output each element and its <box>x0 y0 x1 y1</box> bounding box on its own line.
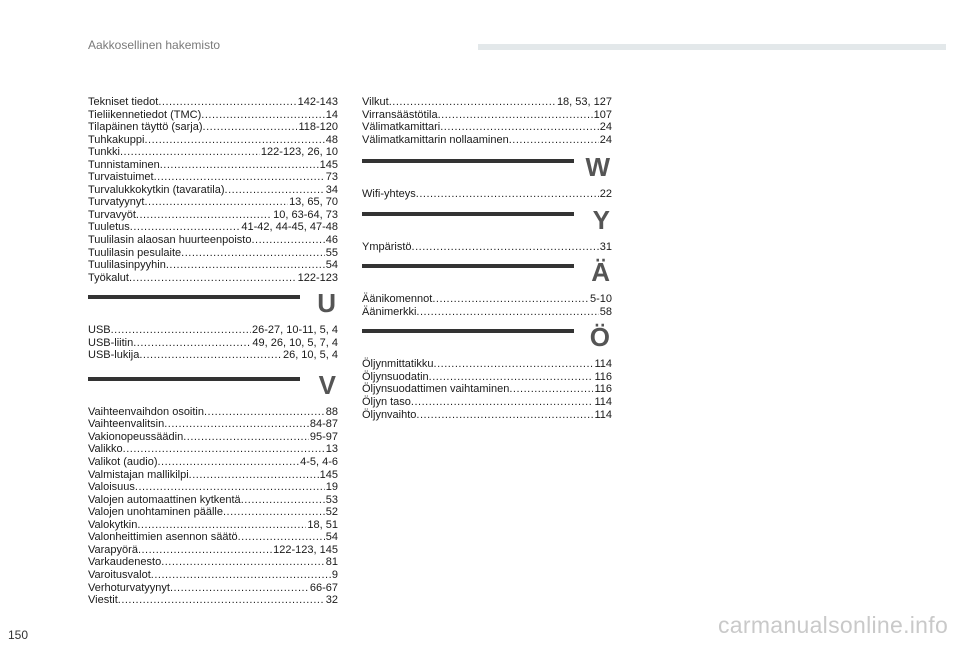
index-entry <box>88 594 338 607</box>
index-term: USB-lukija <box>88 349 140 362</box>
index-entry <box>362 134 612 147</box>
dot-leader <box>135 481 325 494</box>
index-entry <box>88 96 338 109</box>
index-entry <box>88 109 338 122</box>
dot-leader <box>118 594 325 607</box>
index-pages: 73 <box>325 171 338 184</box>
index-entry <box>88 247 338 260</box>
index-entry <box>88 121 338 134</box>
dot-leader <box>411 396 594 409</box>
index-term: Työkalut <box>88 271 129 284</box>
dot-leader <box>223 506 325 519</box>
dot-leader <box>166 259 325 272</box>
index-entry <box>88 431 338 444</box>
index-pages: 116 <box>594 370 612 383</box>
index-term: Tuulilasin pesulaite <box>88 246 182 259</box>
index-term: Vaihteenvaihdon osoitin <box>88 405 204 418</box>
letter-rule <box>362 329 574 333</box>
index-entry <box>88 582 338 595</box>
letter-w: W <box>585 152 610 183</box>
letter-rule <box>362 159 574 163</box>
dot-leader <box>129 272 297 285</box>
index-entry <box>88 494 338 507</box>
index-pages: 66-67 <box>309 581 338 594</box>
dot-leader <box>203 121 298 134</box>
index-pages: 24 <box>599 121 612 134</box>
index-pages: 95-97 <box>309 430 338 443</box>
dot-leader <box>120 146 260 159</box>
dot-leader <box>432 293 589 306</box>
dot-leader <box>138 544 272 557</box>
index-term: USB <box>88 324 111 337</box>
letter-heading-ae <box>362 257 612 287</box>
dot-leader <box>416 306 598 319</box>
dot-leader <box>434 358 594 371</box>
dot-leader <box>389 96 556 109</box>
index-group-y <box>362 241 612 254</box>
index-term: Öljyn taso <box>362 396 411 409</box>
index-pages: 48 <box>325 133 338 146</box>
letter-heading-oe <box>362 322 612 352</box>
index-term: Virransäästötila <box>362 108 438 121</box>
index-pages: 88 <box>325 405 338 418</box>
index-entry <box>88 531 338 544</box>
index-pages: 34 <box>325 183 338 196</box>
index-entry <box>88 469 338 482</box>
dot-leader <box>133 337 251 350</box>
dot-leader <box>154 171 325 184</box>
index-pages: 54 <box>325 531 338 544</box>
letter-heading-w <box>362 152 612 182</box>
index-pages: 114 <box>594 408 612 421</box>
index-term: Tuhkakuppi <box>88 133 145 146</box>
index-term: Verhoturvatyynyt <box>88 581 170 594</box>
index-column-left <box>88 96 338 607</box>
index-entry <box>362 188 612 201</box>
index-entry <box>88 519 338 532</box>
index-term: Varoitusvalot <box>88 568 151 581</box>
letter-rule <box>88 377 300 381</box>
index-term: Vilkut <box>362 96 389 108</box>
dot-leader <box>161 556 325 569</box>
index-term: Valmistajan mallikilpi <box>88 468 189 481</box>
index-term: Tieliikennetiedot (TMC) <box>88 108 202 121</box>
index-term: USB-liitin <box>88 336 134 349</box>
index-entry <box>88 481 338 494</box>
index-entry <box>88 209 338 222</box>
index-entry <box>88 443 338 456</box>
index-pages: 53 <box>325 493 338 506</box>
index-entry <box>88 259 338 272</box>
index-pages: 22 <box>599 188 612 201</box>
index-pages: 10, 63-64, 73 <box>273 208 338 221</box>
index-entry <box>362 358 612 371</box>
index-pages: 9 <box>331 568 338 581</box>
index-term: Valokytkin <box>88 518 138 531</box>
index-pages: 122-123, 145 <box>273 543 338 556</box>
dot-leader <box>123 443 325 456</box>
index-entry <box>362 396 612 409</box>
index-entry <box>88 506 338 519</box>
index-term: Vakionopeussäädin <box>88 430 184 443</box>
index-entry <box>362 109 612 122</box>
index-term: Tuulilasin alaosan huurteenpoisto <box>88 234 252 247</box>
index-pages: 142-143 <box>297 96 338 108</box>
index-pages: 116 <box>594 383 612 396</box>
dot-leader <box>225 184 325 197</box>
index-pages: 26-27, 10-11, 5, 4 <box>251 324 338 337</box>
dot-leader <box>151 569 331 582</box>
index-pages: 52 <box>325 506 338 519</box>
dot-leader <box>416 409 593 422</box>
index-pages: 122-123, 26, 10 <box>260 146 338 159</box>
dot-leader <box>509 134 599 147</box>
index-entry <box>88 221 338 234</box>
index-term: Valonheittimien asennon säätö <box>88 531 238 544</box>
dot-leader <box>144 134 324 147</box>
index-term: Turvaistuimet <box>88 171 154 184</box>
index-column-right <box>362 96 612 421</box>
letter-oe: Ö <box>589 322 610 353</box>
index-pages: 13 <box>325 443 338 456</box>
dot-leader <box>170 582 309 595</box>
letter-heading-u <box>88 288 338 318</box>
index-pages: 145 <box>319 158 338 171</box>
index-pages: 46 <box>325 234 338 247</box>
letter-ae: Ä <box>591 257 610 288</box>
index-group-v <box>88 406 338 607</box>
index-pages: 145 <box>319 468 338 481</box>
index-term: Tuulilasinpyyhin <box>88 259 166 272</box>
dot-leader <box>136 209 272 222</box>
index-pages: 26, 10, 5, 4 <box>282 349 338 362</box>
dot-leader <box>160 159 319 172</box>
index-term: Turvavyöt <box>88 208 136 221</box>
index-pages: 14 <box>325 108 338 121</box>
page-number: 150 <box>8 628 29 642</box>
index-term: Turvatyynyt <box>88 196 145 209</box>
dot-leader <box>251 234 324 247</box>
dot-leader <box>183 431 309 444</box>
index-entry <box>362 121 612 134</box>
index-pages: 81 <box>325 556 338 569</box>
index-group-ae <box>362 293 612 318</box>
index-term: Valoisuus <box>88 481 135 494</box>
index-term: Valojen unohtaminen päälle <box>88 506 223 519</box>
index-pages: 31 <box>599 240 612 253</box>
dot-leader <box>111 324 251 337</box>
letter-rule <box>362 212 574 216</box>
index-pages: 4-5, 4-6 <box>300 456 338 469</box>
index-entry <box>362 371 612 384</box>
index-term: Tunkki <box>88 146 120 159</box>
index-term: Valikot (audio) <box>88 456 158 469</box>
index-entry <box>362 383 612 396</box>
index-group-oe <box>362 358 612 421</box>
index-term: Varkaudenesto <box>88 556 162 569</box>
index-term: Välimatkamittarin nollaaminen <box>362 133 509 146</box>
index-term: Öljynsuodattimen vaihtaminen <box>362 383 510 396</box>
dot-leader <box>440 121 599 134</box>
index-pages: 122-123 <box>297 271 338 284</box>
index-group-u <box>88 324 338 362</box>
dot-leader <box>412 241 599 254</box>
index-term: Varapyörä <box>88 543 138 556</box>
index-pages: 41-42, 44-45, 47-48 <box>241 221 338 234</box>
dot-leader <box>241 494 325 507</box>
index-term: Tekniset tiedot <box>88 96 159 108</box>
index-entry <box>362 96 612 109</box>
dot-leader <box>130 221 241 234</box>
index-pages: 24 <box>599 133 612 146</box>
index-pages: 32 <box>325 594 338 607</box>
index-term: Öljynvaihto <box>362 408 417 421</box>
index-entry <box>362 306 612 319</box>
index-entry <box>362 293 612 306</box>
index-pages: 19 <box>325 481 338 494</box>
index-entry <box>88 337 338 350</box>
watermark: carmanualsonline.info <box>718 612 949 638</box>
dot-leader <box>238 531 325 544</box>
dot-leader <box>144 196 288 209</box>
dot-leader <box>509 383 593 396</box>
index-entry <box>88 456 338 469</box>
index-term: Viestit <box>88 594 118 607</box>
index-pages: 5-10 <box>589 293 612 306</box>
header-bar <box>478 44 946 50</box>
index-entry <box>88 556 338 569</box>
letter-v: V <box>318 369 336 400</box>
dot-leader <box>438 109 593 122</box>
index-term: Välimatkamittari <box>362 121 441 134</box>
index-pages: 114 <box>594 358 612 371</box>
index-entry <box>88 406 338 419</box>
index-group-t <box>88 96 338 284</box>
dot-leader <box>139 349 282 362</box>
letter-heading-v <box>88 370 338 400</box>
index-pages: 18, 53, 127 <box>556 96 612 108</box>
section-title: Aakkosellinen hakemisto <box>88 38 221 52</box>
index-entry <box>362 409 612 422</box>
index-term: Tilapäinen täyttö (sarja) <box>88 121 203 134</box>
index-entry <box>88 234 338 247</box>
dot-leader <box>201 109 324 122</box>
index-entry <box>88 272 338 285</box>
index-pages: 114 <box>594 396 612 409</box>
index-term: Wifi-yhteys <box>362 188 416 201</box>
index-term: Öljynmittatikku <box>362 358 434 371</box>
dot-leader <box>204 406 325 419</box>
index-entry <box>88 349 338 362</box>
index-pages: 107 <box>593 108 612 121</box>
letter-heading-y <box>362 205 612 235</box>
index-term: Valojen automaattinen kytkentä <box>88 493 241 506</box>
index-entry <box>88 324 338 337</box>
index-term: Turvalukkokytkin (tavaratila) <box>88 183 225 196</box>
index-entry <box>88 569 338 582</box>
letter-rule <box>88 295 300 299</box>
index-pages: 18, 51 <box>307 518 338 531</box>
index-term: Tuuletus <box>88 221 130 234</box>
index-entry <box>362 241 612 254</box>
index-term: Valikko <box>88 443 123 456</box>
dot-leader <box>429 371 594 384</box>
index-entry <box>88 544 338 557</box>
index-entry <box>88 171 338 184</box>
index-pages: 58 <box>599 305 612 318</box>
index-term: Äänimerkki <box>362 305 417 318</box>
index-term: Ympäristö <box>362 240 412 253</box>
letter-y: Y <box>592 204 610 235</box>
index-term: Öljynsuodatin <box>362 370 429 383</box>
index-term: Tunnistaminen <box>88 158 160 171</box>
index-pages: 55 <box>325 246 338 259</box>
index-pages: 84-87 <box>309 418 338 431</box>
index-entry <box>88 196 338 209</box>
dot-leader <box>189 469 319 482</box>
dot-leader <box>137 519 306 532</box>
index-entry <box>88 184 338 197</box>
dot-leader <box>164 418 309 431</box>
index-entry <box>88 159 338 172</box>
index-pages: 54 <box>325 259 338 272</box>
index-term: Äänikomennot <box>362 293 433 306</box>
dot-leader <box>158 456 300 469</box>
index-group-w <box>362 188 612 201</box>
index-entry <box>88 134 338 147</box>
dot-leader <box>416 188 599 201</box>
index-group-v-cont <box>362 96 612 146</box>
index-pages: 13, 65, 70 <box>289 196 338 209</box>
letter-u: U <box>317 288 336 319</box>
letter-rule <box>362 264 574 268</box>
index-pages: 49, 26, 10, 5, 7, 4 <box>252 336 338 349</box>
index-entry <box>88 146 338 159</box>
index-entry <box>88 418 338 431</box>
dot-leader <box>158 96 296 109</box>
index-term: Vaihteenvalitsin <box>88 418 165 431</box>
index-pages: 118-120 <box>298 121 338 134</box>
dot-leader <box>181 247 325 260</box>
